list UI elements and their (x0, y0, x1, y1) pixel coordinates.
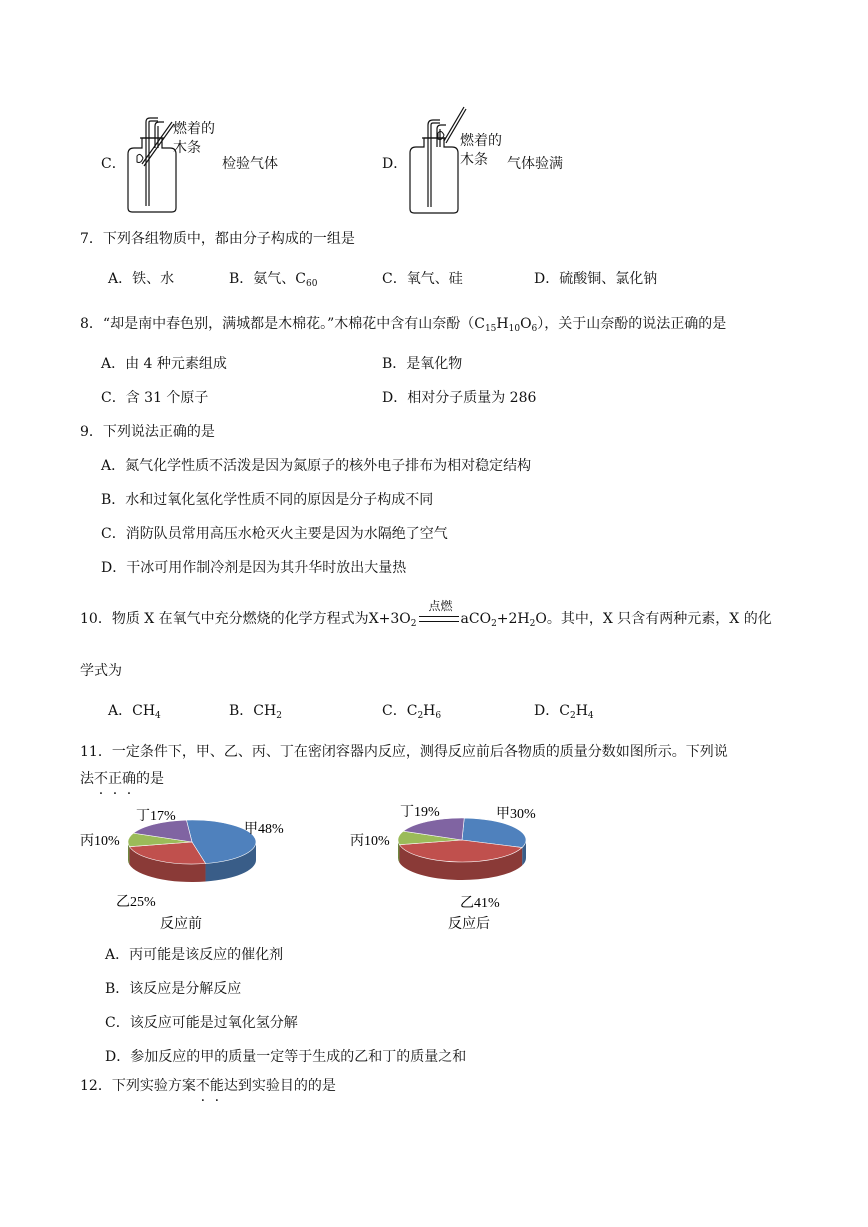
option-letter: C． (101, 156, 126, 172)
option-c: C．消防队员常用高压水枪灭火主要是因为水隔绝了空气 (101, 526, 448, 542)
option-c: C．$C_2H_6$ (382, 703, 442, 721)
option-caption: 检验气体 (222, 156, 278, 172)
option-a: A．丙可能是该反应的催化剂 (105, 947, 284, 963)
option-caption: 气体验满 (507, 156, 563, 172)
question-stem-line2: 学式为 (80, 663, 122, 679)
chemical-equation: $X+3O_2$ 点燃 $aCO_2+2H_2O$ (368, 599, 547, 629)
pie-label-jia: 甲48% (244, 822, 284, 837)
question-stem: 8．“却是南中春色别，满城都是木棉花。”木棉花中含有山奈酚$(C_{15}H_{10}O_6)$，关于山奈酚的说法正确的是 (80, 316, 727, 334)
pie-label-yi: 乙25% (116, 895, 156, 910)
option-c: C．氧气、硅 (382, 271, 463, 287)
option-b: B．$CH_2$ (229, 703, 282, 721)
pie-title: 反应前 (160, 917, 202, 932)
stick-label-line2: 木条 (173, 140, 201, 156)
question-stem-line2: 法不正确的是 (80, 771, 164, 787)
option-c: C．该反应可能是过氧化氢分解 (105, 1015, 298, 1031)
stick-label-line1: 燃着的 (460, 133, 502, 149)
stick-label-line1: 燃着的 (173, 121, 215, 137)
pie-label-yi: 乙41% (460, 896, 500, 911)
option-a: A．氮气化学性质不活泼是因为氮原子的核外电子排布为相对稳定结构 (101, 458, 532, 474)
option-d: D．参加反应的甲的质量一定等于生成的乙和丁的质量之和 (105, 1049, 467, 1065)
option-b: B．该反应是分解反应 (105, 981, 242, 997)
pie-label-bing: 丙10% (80, 834, 120, 849)
question-stem: 10．物质 X 在氧气中充分燃烧的化学方程式为$X+3O_2$ 点燃 $aCO_2+2H_2O$。其中，X 只含有两种元素，X 的化 (80, 599, 772, 629)
pie-label-bing: 丙10% (350, 834, 390, 849)
pie-title: 反应后 (448, 917, 490, 932)
pie-label-ding: 丁17% (136, 809, 176, 824)
option-d: D．硫酸铜、氯化钠 (534, 271, 658, 287)
option-letter: D． (382, 156, 408, 172)
option-b: B．是氧化物 (382, 356, 463, 372)
option-d: D．干冰可用作制冷剂是因为其升华时放出大量热 (101, 560, 407, 576)
option-c: C．含 31 个原子 (101, 390, 209, 406)
gas-bottle-figure-d (400, 105, 510, 217)
pie-label-jia: 甲30% (496, 807, 536, 822)
pie-chart-before (80, 800, 320, 935)
question-stem: 9．下列说法正确的是 (80, 424, 215, 440)
pie-chart-after (350, 800, 590, 935)
stick-label-line2: 木条 (460, 152, 488, 168)
option-b: B．水和过氧化氢化学性质不同的原因是分子构成不同 (101, 492, 434, 508)
option-a: A．铁、水 (108, 271, 175, 287)
option-d: D．$C_2H_4$ (534, 703, 594, 721)
option-a: A．$CH_4$ (108, 703, 161, 721)
question-stem: 12．下列实验方案不能达到实验目的的是 (80, 1078, 336, 1094)
pie-label-ding: 丁19% (400, 805, 440, 820)
question-stem: 7．下列各组物质中，都由分子构成的一组是 (80, 231, 355, 247)
option-d: D．相对分子质量为 286 (382, 390, 537, 406)
option-a: A．由 4 种元素组成 (101, 356, 227, 372)
question-stem: 11．一定条件下，甲、乙、丙、丁在密闭容器内反应，测得反应前后各物质的质量分数如图所示。下列说 (80, 744, 728, 760)
option-b: B．氨气、$C_{60}$ (229, 271, 318, 289)
